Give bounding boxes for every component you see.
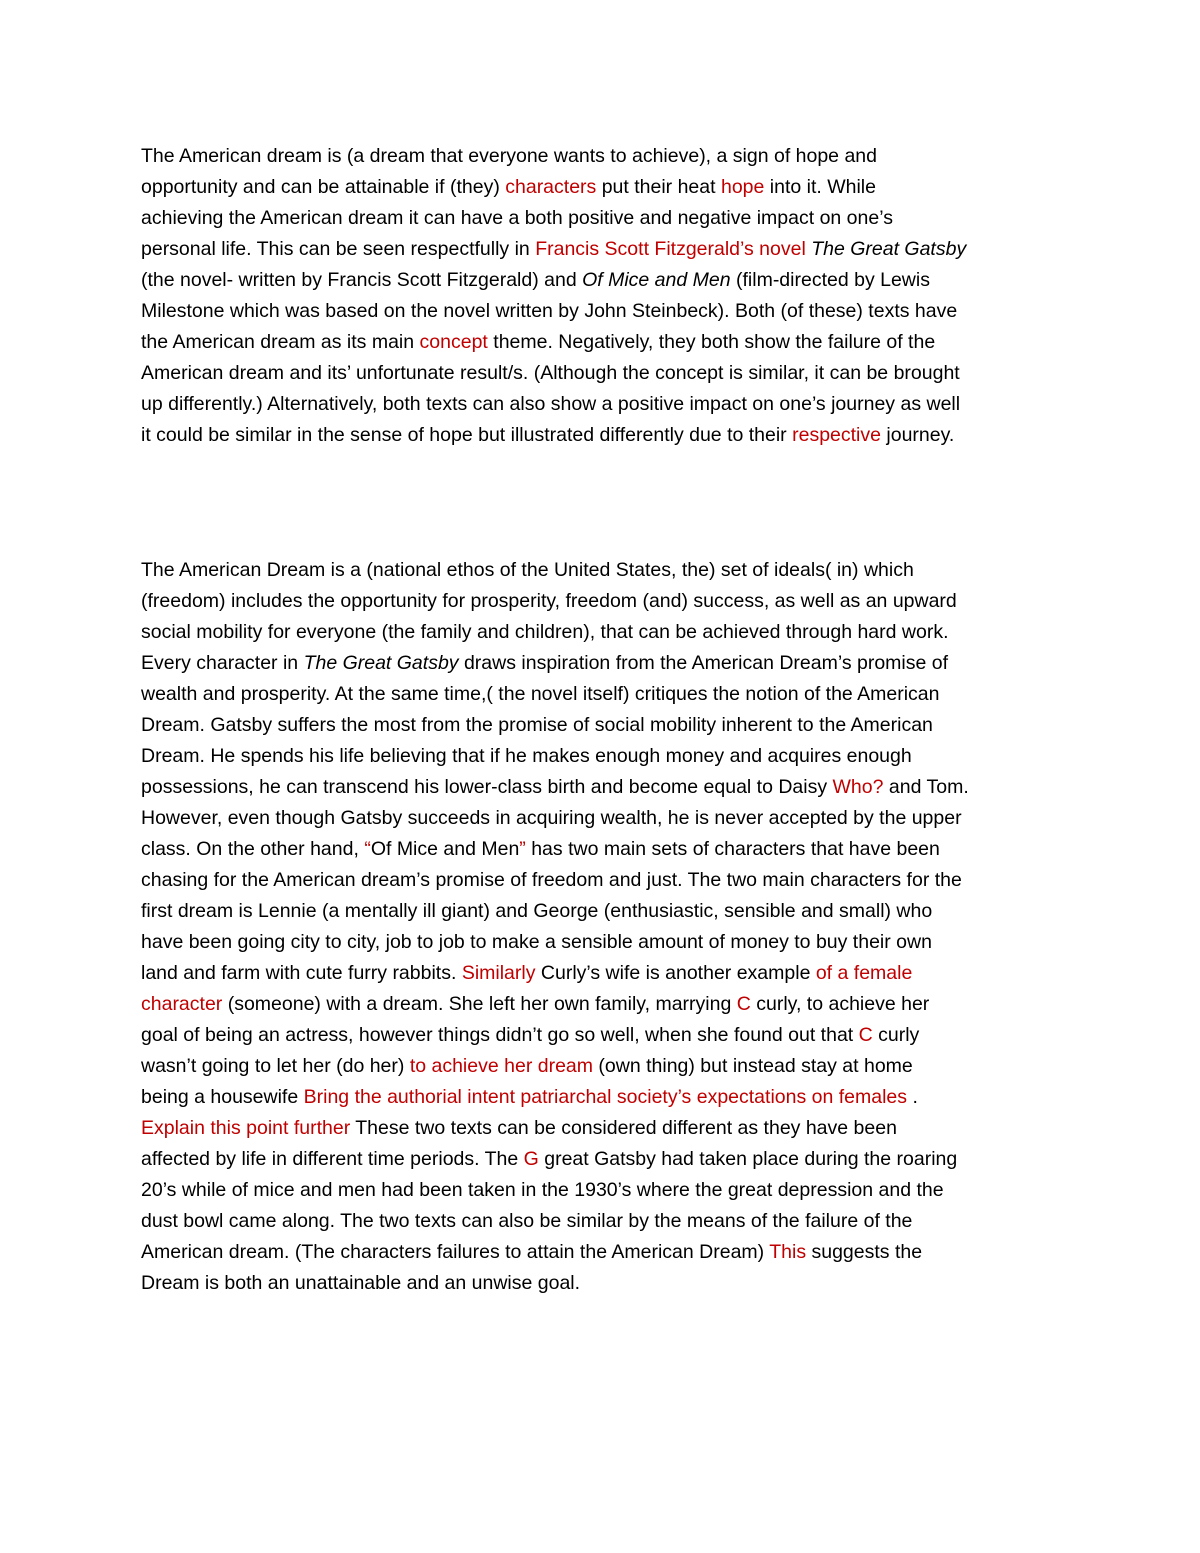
text-line <box>141 389 1066 420</box>
annotation-text: C <box>736 993 751 1015</box>
body-text: possessions, he can transcend his lower-class birth and become equal to Daisy <box>141 776 833 798</box>
body-text: Dream is both an unattainable and an unwise goal. <box>141 1272 581 1294</box>
body-text: American dream. (The characters failures to attain the American Dream) <box>141 1241 770 1263</box>
body-text: Curly’s wife is another example <box>535 962 816 984</box>
body-text: has two main sets of characters that have been <box>525 838 940 860</box>
text-line <box>141 648 1066 679</box>
body-text: 20’s while of mice and men had been taken in the 1930’s where the great depression and the <box>141 1179 944 1201</box>
body-text: the American dream as its main <box>141 331 420 353</box>
text-line <box>141 958 1066 989</box>
text-line <box>141 679 1066 710</box>
annotation-text: ” <box>519 838 526 860</box>
body-text: suggests the <box>806 1241 923 1263</box>
text-line <box>141 1051 1066 1082</box>
body-text: into it. While <box>764 176 876 198</box>
body-text: dust bowl came along. The two texts can also be similar by the means of the failure of the <box>141 1210 913 1232</box>
text-line <box>141 1268 1066 1299</box>
body-text: These two texts can be considered different as they have been <box>350 1117 897 1139</box>
body-text: American dream and its’ unfortunate result/s. (Although the concept is similar, it can be brought <box>141 362 960 384</box>
text-line <box>141 1144 1066 1175</box>
body-text: Dream. Gatsby suffers the most from the promise of social mobility inherent to the American <box>141 714 933 736</box>
body-text: The American dream is (a dream that everyone wants to achieve), a sign of hope and <box>141 145 877 167</box>
text-line <box>141 1020 1066 1051</box>
annotation-text: Similarly <box>461 962 536 984</box>
body-text: curly <box>872 1024 920 1046</box>
body-text: affected by life in different time periods. The <box>141 1148 524 1170</box>
body-text: chasing for the American dream’s promise of freedom and just. The two main characters for the <box>141 869 962 891</box>
body-text: Dream. He spends his life believing that if he makes enough money and acquires enough <box>141 745 912 767</box>
annotation-text: “ <box>364 838 371 860</box>
body-text: up differently.) Alternatively, both texts can also show a positive impact on one’s journey as well <box>141 393 961 415</box>
italic-title: Of Mice and Men <box>582 269 731 291</box>
text-line <box>141 555 1066 586</box>
body-text: goal of being an actress, however things didn’t go so well, when she found out that <box>141 1024 859 1046</box>
text-line <box>141 865 1066 896</box>
text-line <box>141 586 1066 617</box>
text-line <box>141 710 1066 741</box>
body-text: social mobility for everyone (the family and children), that can be achieved through hard work. <box>141 621 949 643</box>
body-text: land and farm with cute furry rabbits. <box>141 962 462 984</box>
body-text: Of Mice and Men <box>370 838 520 860</box>
text-line <box>141 896 1066 927</box>
body-text: Every character in <box>141 652 304 674</box>
body-text: wealth and prosperity. At the same time,( the novel itself) critiques the notion of the American <box>141 683 940 705</box>
body-text: and Tom. <box>883 776 969 798</box>
body-text: being a housewife <box>141 1086 304 1108</box>
body-text: (freedom) includes the opportunity for prosperity, freedom (and) success, as well as an upward <box>141 590 957 612</box>
text-line <box>141 617 1066 648</box>
annotation-text: characters <box>505 176 597 198</box>
text-line <box>141 265 1066 296</box>
body-text: (film-directed by Lewis <box>730 269 930 291</box>
body-text: it could be similar in the sense of hope but illustrated differently due to their <box>141 424 793 446</box>
annotation-text: hope <box>720 176 765 198</box>
text-line <box>141 203 1066 234</box>
text-line <box>141 741 1066 772</box>
body-text: put their heat <box>596 176 721 198</box>
annotation-text: Who? <box>832 776 884 798</box>
text-line <box>141 1237 1066 1268</box>
text-line <box>141 327 1066 358</box>
annotation-text: concept <box>419 331 488 353</box>
text-line <box>141 172 1066 203</box>
body-text: Milestone which was based on the novel written by John Steinbeck). Both (of these) texts have <box>141 300 958 322</box>
body-text: curly, to achieve her <box>750 993 930 1015</box>
text-line <box>141 834 1066 865</box>
text-line <box>141 1113 1066 1144</box>
body-text: opportunity and can be attainable if (they) <box>141 176 506 198</box>
text-line <box>141 989 1066 1020</box>
text-line <box>141 1175 1066 1206</box>
body-text: have been going city to city, job to job to make a sensible amount of money to buy their own <box>141 931 932 953</box>
body-text: first dream is Lennie (a mentally ill giant) and George (enthusiastic, sensible and small) who <box>141 900 933 922</box>
body-text: However, even though Gatsby succeeds in acquiring wealth, he is never accepted by the upper <box>141 807 962 829</box>
text-line <box>141 927 1066 958</box>
annotation-text: character <box>141 993 223 1015</box>
italic-title: The Great Gatsby <box>811 238 967 260</box>
body-text: theme. Negatively, they both show the failure of the <box>487 331 936 353</box>
annotation-text: Bring the authorial intent patriarchal society’s expectations on females <box>303 1086 908 1108</box>
annotation-text: to achieve her dream <box>409 1055 593 1077</box>
text-line <box>141 772 1066 803</box>
text-line <box>141 141 1066 172</box>
text-line <box>141 420 1066 451</box>
body-text: class. On the other hand, <box>141 838 365 860</box>
body-text: (own thing) but instead stay at home <box>593 1055 913 1077</box>
paragraph-intro <box>141 141 1066 451</box>
annotation-text: C <box>858 1024 873 1046</box>
text-line <box>141 803 1066 834</box>
annotation-text: of a female <box>815 962 913 984</box>
text-line <box>141 234 1066 265</box>
text-line <box>141 1206 1066 1237</box>
paragraph-body <box>141 555 1066 1299</box>
annotation-text: Explain this point further <box>141 1117 351 1139</box>
annotation-text: G <box>523 1148 539 1170</box>
text-line <box>141 1082 1066 1113</box>
text-line <box>141 358 1066 389</box>
body-text: (the novel- written by Francis Scott Fitzgerald) and <box>141 269 583 291</box>
italic-title: The Great Gatsby <box>303 652 459 674</box>
body-text: achieving the American dream it can have a both positive and negative impact on one’s <box>141 207 893 229</box>
body-text: personal life. This can be seen respectfully in <box>141 238 536 260</box>
body-text: journey. <box>880 424 955 446</box>
text-line <box>141 296 1066 327</box>
body-text: . <box>907 1086 918 1108</box>
body-text: The American Dream is a (national ethos of the United States, the) set of ideals( in) which <box>141 559 914 581</box>
body-text: (someone) with a dream. She left her own family, marrying <box>222 993 737 1015</box>
annotation-text: respective <box>792 424 881 446</box>
body-text: draws inspiration from the American Dream’s promise of <box>458 652 949 674</box>
body-text: great Gatsby had taken place during the roaring <box>538 1148 958 1170</box>
annotation-text: Francis Scott Fitzgerald’s novel <box>535 238 806 260</box>
annotation-text: This <box>769 1241 807 1263</box>
body-text: wasn’t going to let her (do her) <box>141 1055 410 1077</box>
